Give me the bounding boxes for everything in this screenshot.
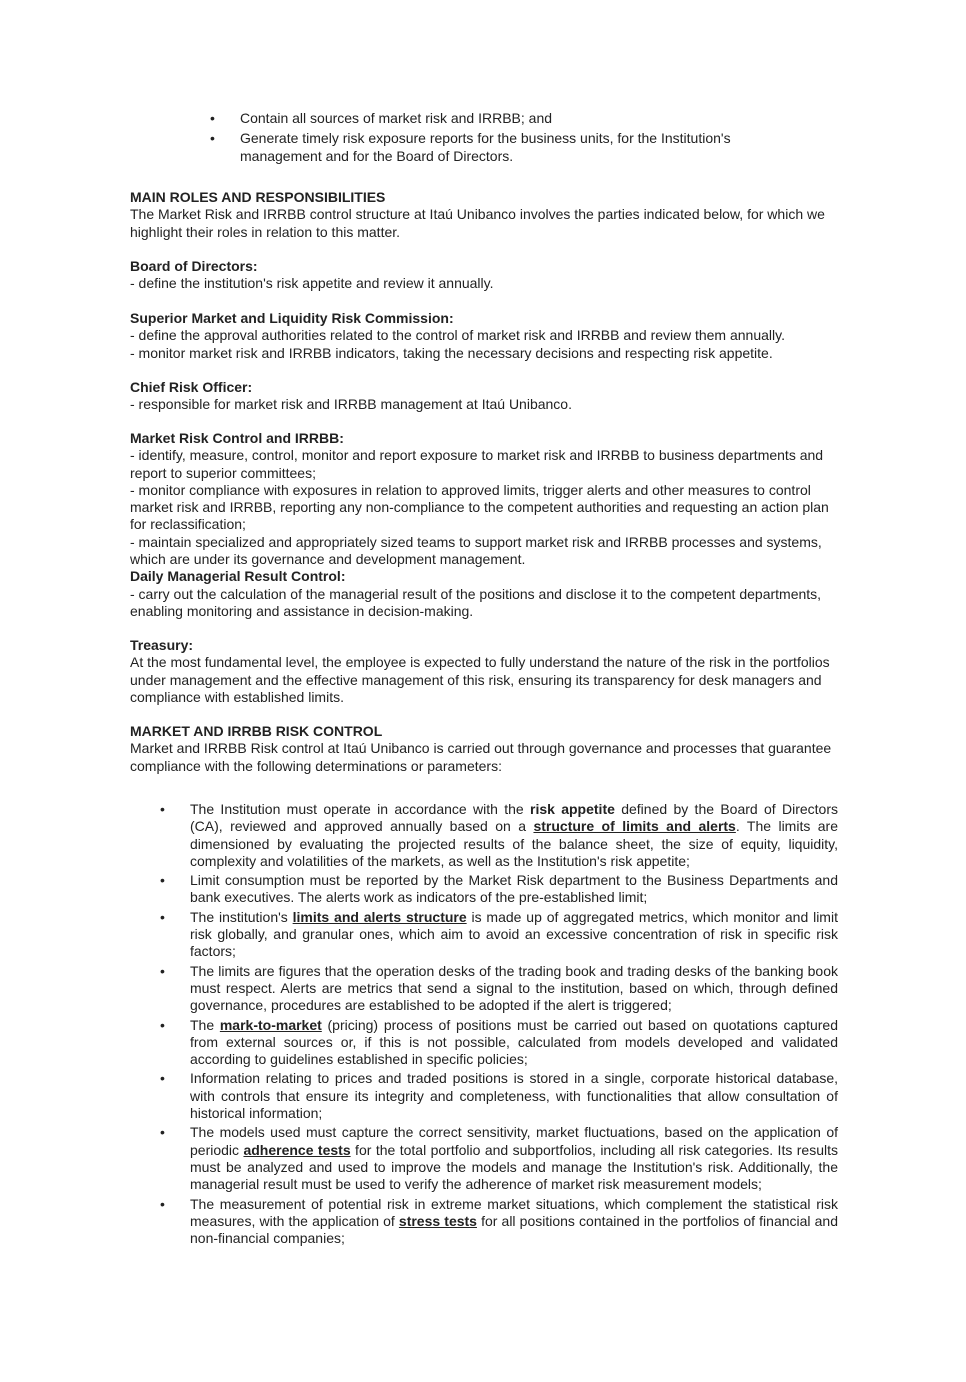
list-item (160, 801, 838, 870)
subheading: Chief Risk Officer: (130, 379, 253, 395)
list-item (160, 872, 838, 907)
text-run: (pricing) process of positions must be carried out based on quotations captured from external sources or, if this is not possible, calculated from models developed and validated according to guidelines established in specific policies; (190, 1016, 838, 1068)
top-bullet-list (210, 110, 800, 168)
bullet-icon: • (160, 962, 165, 979)
text-run: Information relating to prices and traded positions is stored in a single, corporate historical database, with controls that ensure its integrity and completeness, with functionalities that allow consultation of historical information; (190, 1070, 838, 1122)
paragraph: - monitor market risk and IRRBB indicators, taking the necessary decisions and respecting risk appetite. (130, 344, 773, 361)
treasury-section (130, 637, 842, 706)
emphasis-link-text: structure of limits and alerts (533, 818, 736, 835)
emphasis-link-text: mark-to-market (219, 1016, 322, 1033)
bullet-icon: • (160, 1195, 165, 1212)
cro-section (130, 379, 842, 414)
control-bullet-list (160, 801, 839, 1249)
bold-text: risk appetite (530, 801, 615, 817)
text-run: The (190, 1016, 220, 1033)
commission-section (130, 310, 842, 362)
text-run: . The limits are dimensioned by evaluating the projected results of the balance sheet, the size of equity, liquidity, complexity and volatilities of the markets, as well as the Institution's risk appetite; (190, 818, 838, 869)
bullet-icon: • (160, 872, 165, 889)
section-heading: MARKET AND IRRBB RISK CONTROL (130, 723, 383, 739)
control-section (130, 723, 842, 775)
bullet-icon: • (160, 908, 165, 925)
subheading: Superior Market and Liquidity Risk Commission: (130, 310, 454, 326)
list-item (160, 1124, 839, 1193)
paragraph: Market and IRRBB Risk control at Itaú Unibanco is carried out through governance and processes that guarantee compliance with the following determinations or parameters: (130, 740, 832, 774)
subheading: Market Risk Control and IRRBB: (130, 430, 344, 446)
bullet-icon: • (160, 801, 165, 817)
text-run: for all positions contained in the portfolios of financial and non-financial companies; (190, 1212, 839, 1247)
list-item (160, 962, 838, 1015)
paragraph: The Market Risk and IRRBB control structure at Itaú Unibanco involves the parties indicated below, for which we highlight their roles in relation to this matter. (130, 206, 825, 240)
list-item (160, 1195, 839, 1248)
list-item: • Generate timely risk exposure reports for the business units, for the Institution's management and for the Board of Directors. (210, 130, 731, 164)
paragraph: - identify, measure, control, monitor and report exposure to market risk and IRRBB to business departments and report to superior committees; (130, 447, 824, 481)
list-item (160, 908, 838, 961)
paragraph: At the most fundamental level, the employee is expected to fully understand the nature of the risk in the portfolios under management and the effective management of this risk, ensuring its transparency for desk managers and compliance with established limits. (130, 654, 830, 705)
list-item: • Contain all sources of market risk and IRRBB; and (210, 110, 553, 126)
text-run: is made up of aggregated metrics, which monitor and limit risk globally, and granular ones, which aim to avoid an excessive concentration of risk in specific risk factors; (190, 908, 838, 960)
text-run: The models used must capture the correct sensitivity, market fluctuations, based on the application of periodic (190, 1124, 838, 1158)
paragraph: - define the approval authorities related to the control of market risk and IRRBB and review them annually. (130, 327, 785, 344)
section-heading: MAIN ROLES AND RESPONSIBILITIES (130, 189, 386, 205)
list-item (160, 1070, 838, 1122)
text-run: for the total portfolio and subportfolios, including all risk categories. Its results must be analyzed and used to improve the models and manage the Institution's risk. Additionally, the managerial result must be used to verify the adherence of market risk measurement models; (190, 1141, 839, 1193)
text-run: The measurement of potential risk in extreme market situations, which complement the statistical risk measures, with the application of (190, 1195, 838, 1229)
roles-section (130, 189, 842, 241)
text-run: The Institution must operate in accordance with the (190, 801, 530, 817)
bullet-icon: • (210, 110, 215, 126)
paragraph: - maintain specialized and appropriately sized teams to support market risk and IRRBB processes and systems, which are under its governance and development management. (130, 533, 822, 568)
bullet-icon: • (210, 130, 215, 147)
bullet-icon: • (160, 1124, 165, 1141)
bullet-icon: • (160, 1016, 165, 1033)
paragraph: - responsible for market risk and IRRBB management at Itaú Unibanco. (130, 396, 572, 413)
text-run: The limits are figures that the operation desks of the trading book and trading desks of the banking book must respect. Alerts are metrics that send a signal to the institution, based on which, through defined governance, procedures are established to be adopted if the alert is triggered; (190, 962, 838, 1014)
emphasis-link-text: limits and alerts structure (292, 908, 467, 925)
text-run: defined by the Board of Directors (CA), reviewed and approved annually based on a (190, 801, 838, 835)
subheading: Board of Directors: (130, 258, 258, 274)
paragraph: - monitor compliance with exposures in relation to approved limits, trigger alerts and other measures to control market risk and IRRBB, reporting any non-compliance to the competent authorities and requesting an action plan for reclassification; (130, 481, 829, 533)
text-run: The institution's (190, 908, 293, 925)
subheading: Daily Managerial Result Control: (130, 568, 346, 585)
emphasis-link-text: stress tests (398, 1212, 477, 1229)
mrc-section (130, 430, 842, 620)
emphasis-link-text: adherence tests (243, 1141, 351, 1158)
list-item (160, 1016, 838, 1069)
paragraph: - carry out the calculation of the managerial result of the positions and disclose it to the competent departments, enabling monitoring and assistance in decision-making. (130, 585, 822, 619)
bullet-icon: • (160, 1070, 165, 1087)
subheading: Treasury: (130, 637, 194, 653)
board-section (130, 258, 842, 293)
text-run: Limit consumption must be reported by the Market Risk department to the Business Departments and bank executives. The alerts work as indicators of the pre-established limit; (190, 872, 838, 906)
paragraph: - define the institution's risk appetite and review it annually. (130, 275, 494, 292)
